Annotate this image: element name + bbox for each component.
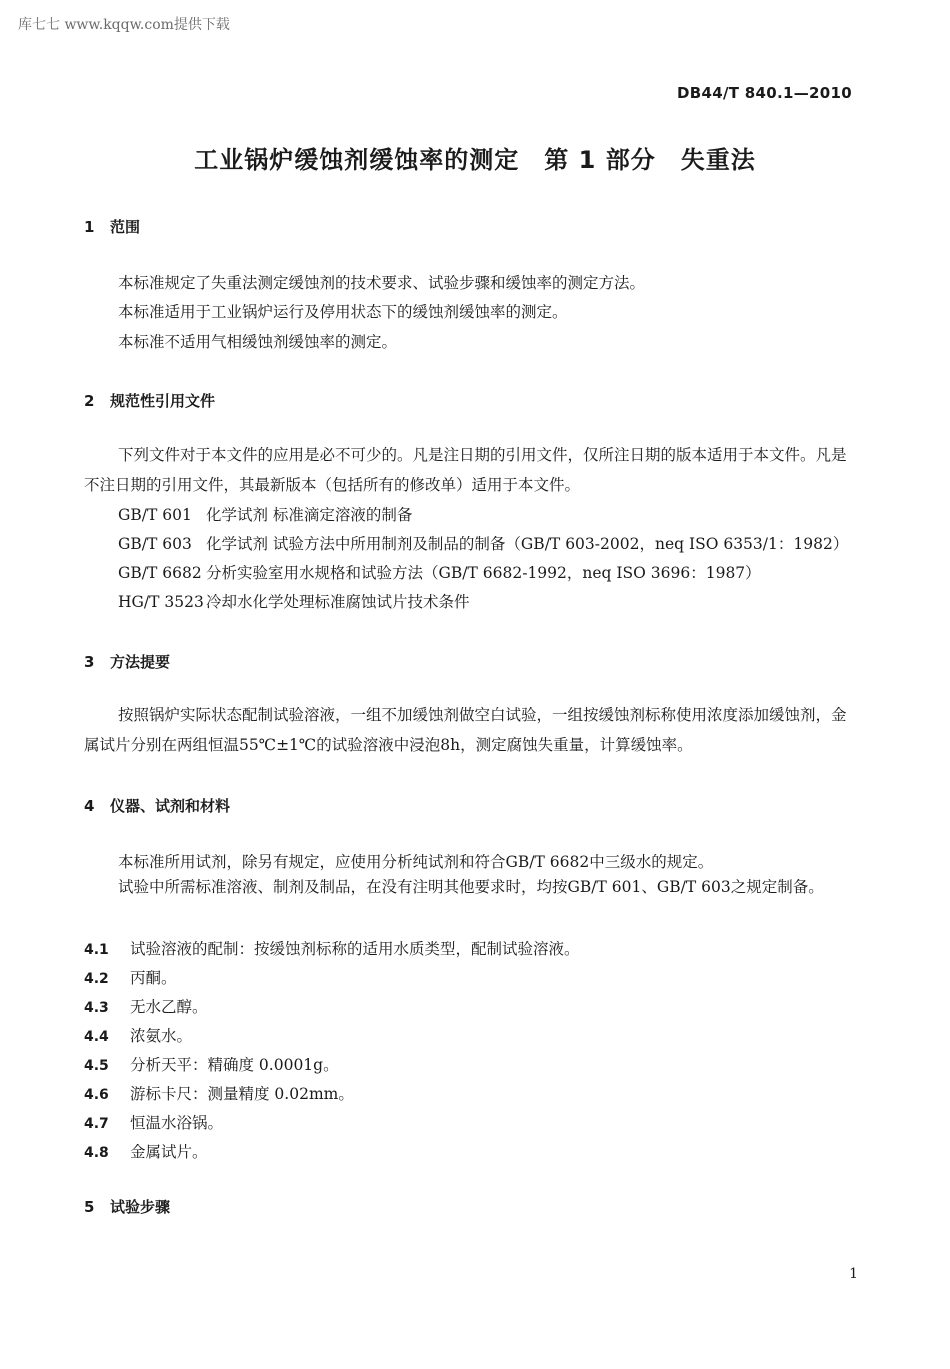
item-number: 4.4: [84, 1029, 109, 1045]
section-title: 范围: [110, 218, 141, 236]
item-number: 4.5: [84, 1058, 109, 1074]
list-item: [84, 937, 580, 959]
item-text: 恒温水浴锅。: [130, 1114, 224, 1132]
list-item: [84, 1111, 223, 1133]
list-item: [84, 1082, 354, 1104]
item-number: 4.1: [84, 942, 109, 958]
reference-item: [118, 503, 412, 525]
list-item: [84, 995, 208, 1017]
method-summary-paragraph: 按照锅炉实际状态配制试验溶液，一组不加缓蚀剂做空白试验，一组按缓蚀剂标称使用浓度添加缓蚀剂，金属试片分别在两组恒温55℃±1℃的试验溶液中浸泡8h，测定腐蚀失重量，计算缓蚀率。: [84, 706, 847, 754]
references-intro: 下列文件对于本文件的应用是必不可少的。凡是注日期的引用文件，仅所注日期的版本适用于本文件。凡是不注日期的引用文件，其最新版本（包括所有的修改单）适用于本文件。: [84, 446, 847, 494]
reagents-paragraph-1: 本标准所用试剂，除另有规定，应使用分析纯试剂和符合GB/T 6682中三级水的规定。: [118, 853, 714, 871]
reference-code: GB/T 601: [118, 506, 192, 524]
reference-item: [118, 532, 848, 554]
section-title: 方法提要: [110, 653, 171, 671]
item-text: 丙酮。: [130, 969, 177, 987]
list-item: [84, 1024, 192, 1046]
reference-code: GB/T 6682: [118, 564, 202, 582]
item-text: 浓氨水。: [130, 1027, 193, 1045]
page-title: 工业锅炉缓蚀剂缓蚀率的测定 第 1 部分 失重法: [194, 146, 756, 174]
list-item: [84, 1140, 208, 1162]
reference-code: HG/T 3523: [118, 593, 204, 611]
list-item: [84, 966, 177, 988]
section-3-heading: [84, 651, 170, 672]
item-text: 试验溶液的配制：按缓蚀剂标称的适用水质类型，配制试验溶液。: [130, 940, 580, 958]
section-number: 5: [84, 1198, 95, 1216]
scope-paragraph-2: 本标准适用于工业锅炉运行及停用状态下的缓蚀剂缓蚀率的测定。: [118, 303, 568, 321]
section-number: 4: [84, 797, 95, 815]
reference-title: 化学试剂 标准滴定溶液的制备: [206, 506, 413, 524]
scope-paragraph-3: 本标准不适用气相缓蚀剂缓蚀率的测定。: [118, 333, 398, 351]
scope-paragraph-1: 本标准规定了失重法测定缓蚀剂的技术要求、试验步骤和缓蚀率的测定方法。: [118, 274, 646, 292]
item-text: 分析天平：精确度 0.0001g。: [130, 1056, 339, 1074]
item-number: 4.2: [84, 971, 109, 987]
item-number: 4.7: [84, 1116, 109, 1132]
reference-title: 分析实验室用水规格和试验方法（GB/T 6682-1992，neq ISO 3696：1987）: [206, 564, 761, 582]
item-number: 4.3: [84, 1000, 109, 1016]
watermark-text: 库七七 www.kqqw.com提供下载: [18, 17, 230, 33]
section-1-heading: [84, 216, 140, 237]
reference-title: 冷却水化学处理标准腐蚀试片技术条件: [206, 593, 470, 611]
section-2-heading: [84, 390, 215, 411]
list-item: [84, 1053, 339, 1075]
section-4-heading: [84, 795, 230, 816]
section-number: 1: [84, 218, 95, 236]
section-number: 3: [84, 653, 95, 671]
item-text: 游标卡尺：测量精度 0.02mm。: [130, 1085, 354, 1103]
section-title: 试验步骤: [110, 1198, 171, 1216]
item-text: 无水乙醇。: [130, 998, 208, 1016]
reference-code: GB/T 603: [118, 535, 192, 553]
section-title: 仪器、试剂和材料: [110, 797, 231, 815]
reference-title: 化学试剂 试验方法中所用制剂及制品的制备（GB/T 603-2002，neq ISO 6353/1：1982）: [206, 535, 849, 553]
reagents-paragraph-2: 试验中所需标准溶液、制剂及制品，在没有注明其他要求时，均按GB/T 601、GB/T 603之规定制备。: [118, 878, 824, 896]
reference-item: [118, 590, 470, 612]
section-5-heading: [84, 1196, 170, 1217]
section-number: 2: [84, 392, 95, 410]
section-title: 规范性引用文件: [110, 392, 216, 410]
document-code: DB44/T 840.1—2010: [677, 84, 852, 102]
page-number: 1: [849, 1266, 858, 1282]
item-number: 4.8: [84, 1145, 109, 1161]
item-text: 金属试片。: [130, 1143, 208, 1161]
reference-item: [118, 561, 761, 583]
item-number: 4.6: [84, 1087, 109, 1103]
